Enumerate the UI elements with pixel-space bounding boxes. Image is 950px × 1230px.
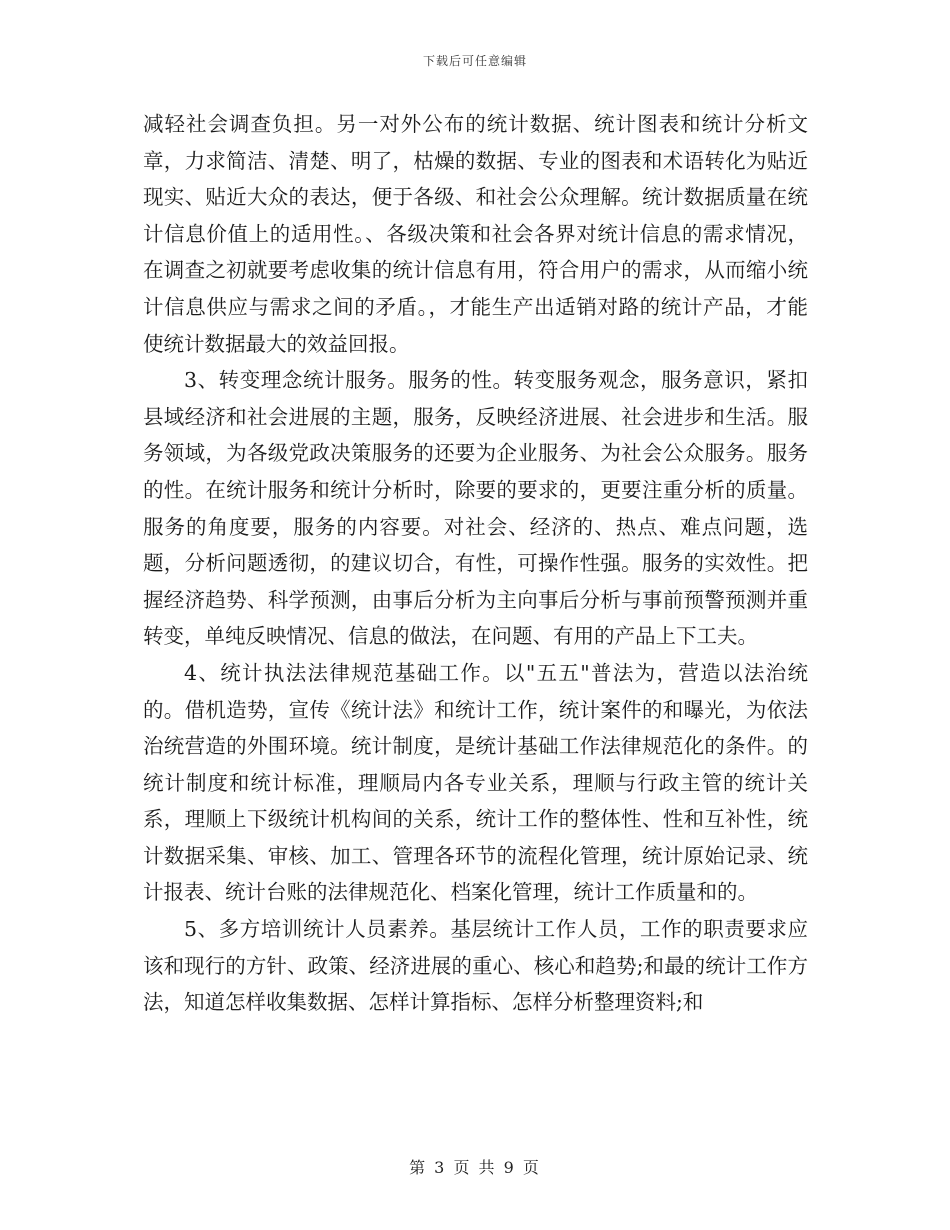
paragraph: 5、多方培训统计人员素养。基层统计工作人员，工作的职责要求应该和现行的方针、政策、经济进展的重心、核心和趋势;和最的统计工作方法，知道怎样收集数据、怎样计算指标、怎样分析整理资料;和 xyxy=(143,917,808,1015)
paragraph: 减轻社会调查负担。另一对外公布的统计数据、统计图表和统计分析文章，力求简洁、清楚、明了，枯燥的数据、专业的图表和术语转化为贴近现实、贴近大众的表达，便于各级、和社会公众理解。统计数据质量在统计信息价值上的适用性。、各级决策和社会各界对统计信息的需求情况，在调查之初就要考虑收集的统计信息有用，符合用户的需求，从而缩小统计信息供应与需求之间的矛盾。，才能生产出适销对路的统计产品，才能使统计数据最大的效益回报。 xyxy=(143,112,808,356)
document-body xyxy=(143,106,808,1021)
paragraph: 3、转变理念统计服务。服务的性。转变服务观念，服务意识，紧扣县域经济和社会进展的主题，服务，反映经济进展、社会进步和生活。服务领域，为各级党政决策服务的还要为企业服务、为社会公众服务。服务的性。在统计服务和统计分析时，除要的要求的，更要注重分析的质量。服务的角度要，服务的内容要。对社会、经济的、热点、难点问题，选题，分析问题透彻，的建议切合，有性，可操作性强。服务的实效性。把握经济趋势、科学预测，由事后分析为主向事后分析与事前预警预测并重转变，单纯反映情况、信息的做法，在问题、有用的产品上下工夫。 xyxy=(143,368,808,649)
paragraph: 4、统计执法法律规范基础工作。以"五五"普法为，营造以法治统的。借机造势，宣传《统计法》和统计工作，统计案件的和曝光，为依法治统营造的外围环境。统计制度，是统计基础工作法律规范化的条件。的统计制度和统计标准，理顺局内各专业关系，理顺与行政主管的统计关系，理顺上下级统计机构间的关系，统计工作的整体性、性和互补性，统计数据采集、审核、加工、管理各环节的流程化管理，统计原始记录、统计报表、统计台账的法律规范化、档案化管理，统计工作质量和的。 xyxy=(143,660,808,905)
page-header: 下载后可任意编辑 xyxy=(422,54,527,68)
page-number-footer: 第 3 页 共 9 页 xyxy=(409,1158,541,1177)
